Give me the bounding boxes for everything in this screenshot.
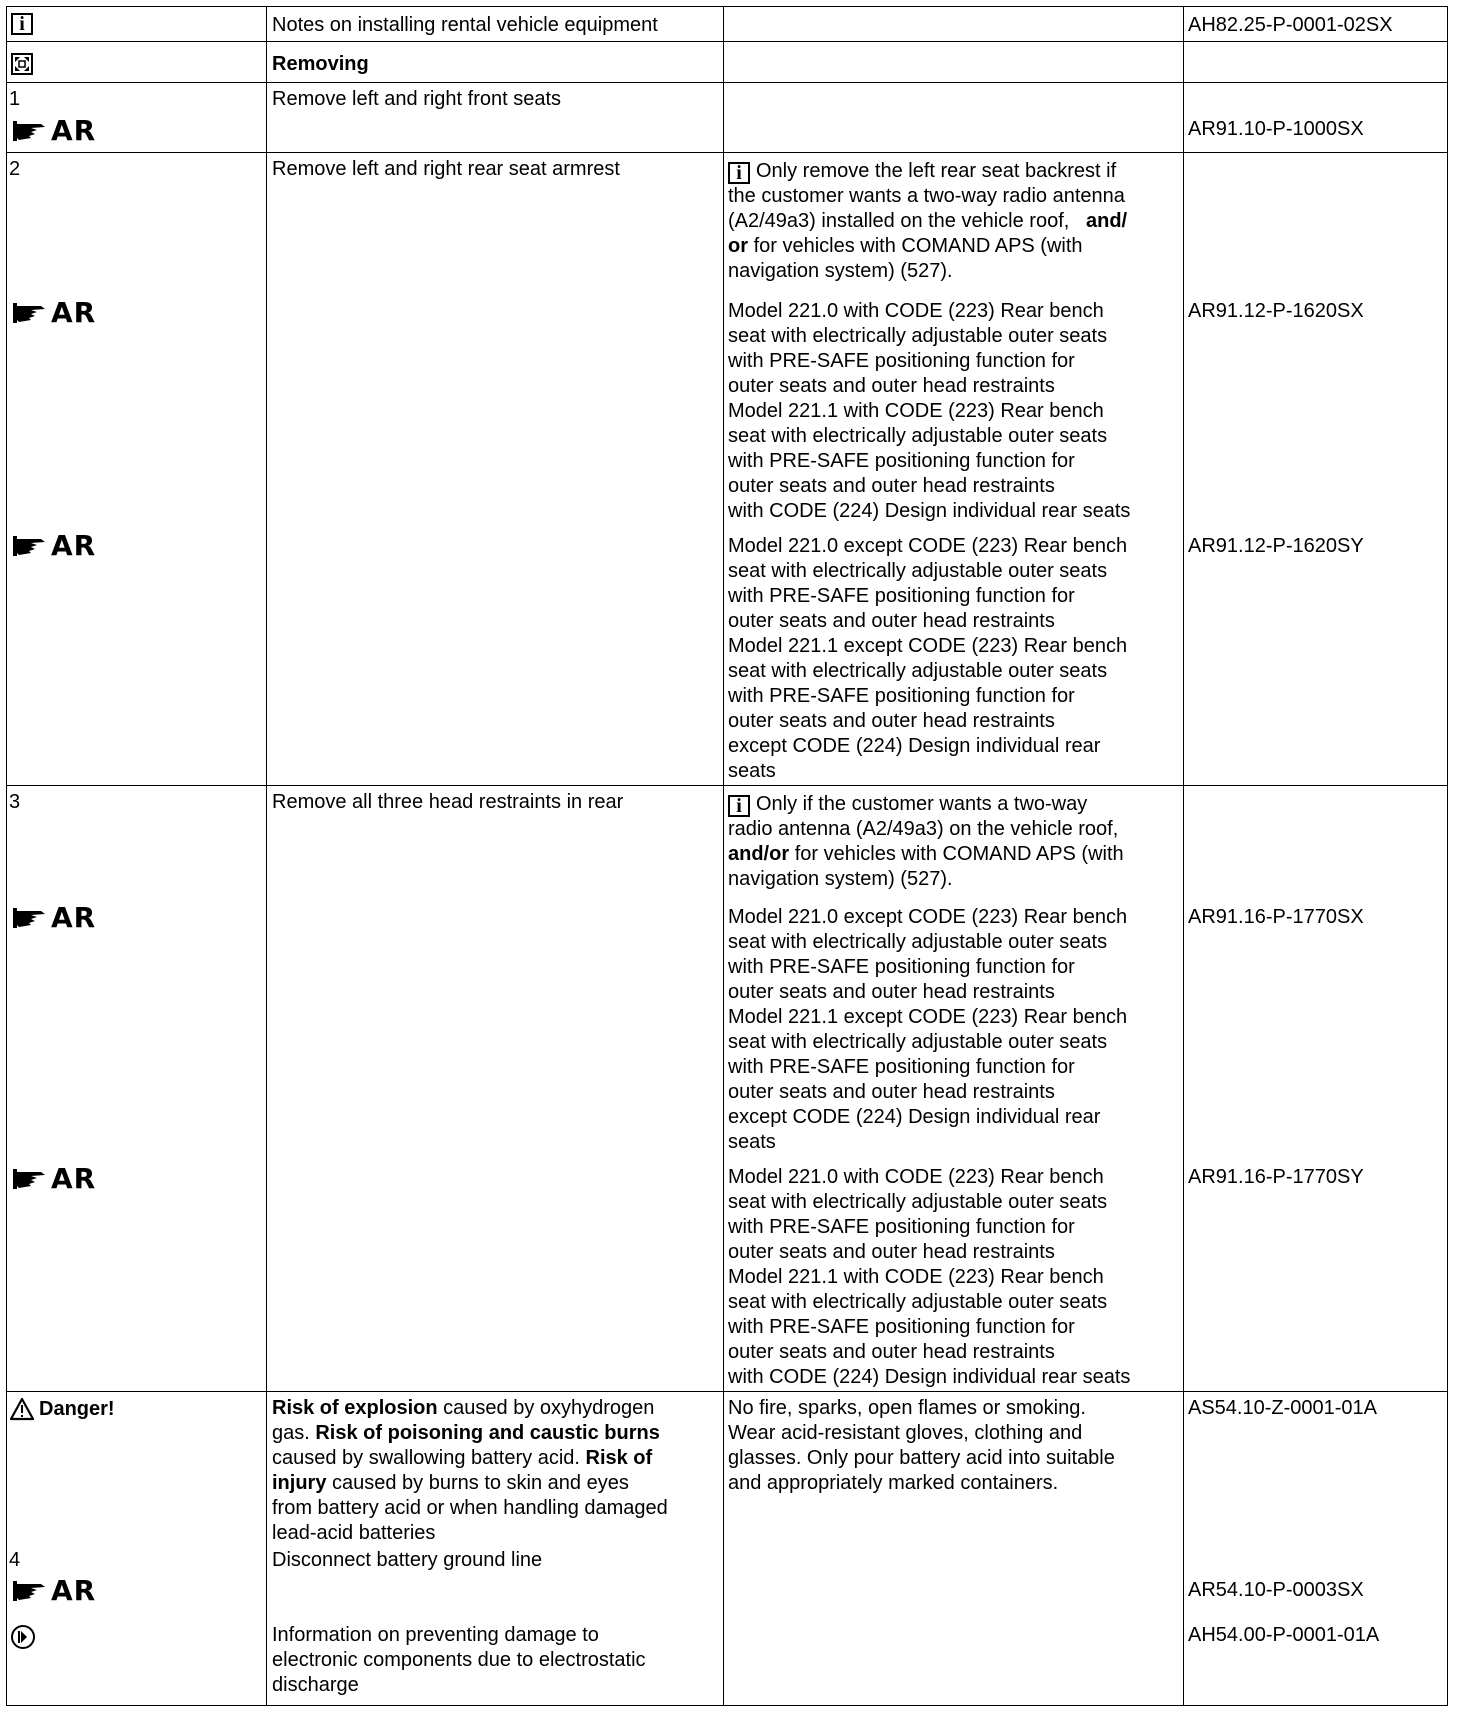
column-divider — [723, 7, 724, 1705]
info-reference-link[interactable]: AH82.25-P-0001-02SX — [1188, 14, 1393, 36]
ar-label: AR — [51, 529, 97, 562]
ar-link[interactable] — [11, 530, 96, 562]
safety-measures: No fire, sparks, open flames or smoking. Wear acid-resistant gloves, clothing and glasses. Only pour battery acid into suitable and appropriately marked containers. — [728, 1397, 1115, 1494]
condition-text: Model 221.0 except CODE (223) Rear bench seat with electrically adjustable outer seats with PRE-SAFE positioning function for outer seats and outer head restraints Model 221.1 except CODE (223) Rear bench seat with electrically adjustable outer seats with PRE-SAFE positioning function for outer seats and outer head restraints except CODE (224) Design individual rear seats — [728, 906, 1128, 1153]
reference-link[interactable]: AR91.12-P-1620SX — [1188, 300, 1364, 322]
row-divider — [7, 82, 1447, 83]
expand-icon — [11, 53, 33, 75]
reference-link[interactable]: AR54.10-P-0003SX — [1188, 1579, 1364, 1601]
danger-label: Danger! — [39, 1397, 115, 1420]
ar-label: AR — [51, 296, 97, 329]
step-action: Remove left and right front seats — [272, 88, 562, 110]
pointing-hand-icon — [11, 1578, 49, 1604]
reference-link[interactable]: AR91.16-P-1770SX — [1188, 906, 1364, 928]
esd-info: Information on preventing damage to electronic components due to electrostatic discharge — [272, 1624, 646, 1696]
column-divider — [266, 7, 267, 1705]
danger-warning — [9, 1397, 115, 1421]
step-number: 4 — [9, 1549, 21, 1571]
ar-link[interactable] — [11, 297, 96, 329]
reference-link[interactable]: AR91.16-P-1770SY — [1188, 1166, 1364, 1188]
ar-link[interactable] — [11, 1575, 96, 1607]
ar-link[interactable] — [11, 115, 96, 147]
info-icon: i — [728, 795, 750, 817]
pointing-hand-icon — [11, 118, 49, 144]
step-number: 1 — [9, 88, 21, 110]
reference-link[interactable]: AH54.00-P-0001-01A — [1188, 1624, 1380, 1646]
column-divider — [1183, 7, 1184, 1705]
step-action: Remove left and right rear seat armrest — [272, 158, 620, 180]
step-number: 3 — [9, 791, 21, 813]
reference-link[interactable]: AR91.12-P-1620SY — [1188, 535, 1364, 557]
procedure-table — [6, 6, 1448, 1706]
step-number: 2 — [9, 158, 21, 180]
condition-text: Model 221.0 with CODE (223) Rear bench seat with electrically adjustable outer seats with PRE-SAFE positioning function for outer seats and outer head restraints Model 221.1 with CODE (223) Rear bench seat with electrically adjustable outer seats with PRE-SAFE positioning function for outer seats and outer head restraints with CODE (224) Design individual rear seats — [728, 1166, 1131, 1388]
pointing-hand-icon — [11, 1166, 49, 1192]
condition-text: Model 221.0 except CODE (223) Rear bench seat with electrically adjustable outer seats with PRE-SAFE positioning function for outer seats and outer head restraints Model 221.1 except CODE (223) Rear bench seat with electrically adjustable outer seats with PRE-SAFE positioning function for outer seats and outer head restraints except CODE (224) Design individual rear seats — [728, 535, 1128, 782]
info-icon: i — [11, 13, 33, 35]
ar-link[interactable] — [11, 1163, 96, 1195]
pointing-hand-icon — [11, 905, 49, 931]
step-note: i Only remove the left rear seat backrest if the customer wants a two-way radio antenna (A2/49a3) installed on the vehicle roof, and/ or for vehicles with COMAND APS (with navigation system) (527). — [728, 160, 1128, 282]
esd-icon — [11, 1625, 35, 1649]
row-divider — [7, 41, 1447, 42]
info-title: Notes on installing rental vehicle equipment — [272, 14, 658, 36]
step-note: i Only if the customer wants a two-way radio antenna (A2/49a3) on the vehicle roof, and/or for vehicles with COMAND APS (with navigation system) (527). — [728, 793, 1124, 890]
ar-label: AR — [51, 901, 97, 934]
info-icon: i — [728, 162, 750, 184]
ar-link[interactable] — [11, 902, 96, 934]
danger-risks: Risk of explosion caused by oxyhydrogen gas. Risk of poisoning and caustic burns caused by swallowing battery acid. Risk of injury caused by burns to skin and eyes from battery acid or when handling damaged lead-acid batteries — [272, 1397, 668, 1544]
ar-label: AR — [51, 1574, 97, 1607]
pointing-hand-icon — [11, 533, 49, 559]
row-divider — [7, 152, 1447, 153]
row-divider — [7, 785, 1447, 786]
ar-label: AR — [51, 1162, 97, 1195]
step-action: Remove all three head restraints in rear — [272, 791, 624, 813]
pointing-hand-icon — [11, 300, 49, 326]
step-action: Disconnect battery ground line — [272, 1549, 543, 1571]
condition-text: Model 221.0 with CODE (223) Rear bench seat with electrically adjustable outer seats with PRE-SAFE positioning function for outer seats and outer head restraints Model 221.1 with CODE (223) Rear bench seat with electrically adjustable outer seats with PRE-SAFE positioning function for outer seats and outer head restraints with CODE (224) Design individual rear seats — [728, 300, 1131, 522]
ar-label: AR — [51, 114, 97, 147]
row-divider — [7, 1391, 1447, 1392]
reference-link[interactable]: AS54.10-Z-0001-01A — [1188, 1397, 1378, 1419]
warning-triangle-icon — [9, 1397, 35, 1421]
reference-link[interactable]: AR91.10-P-1000SX — [1188, 118, 1364, 140]
section-title: Removing — [272, 53, 369, 75]
